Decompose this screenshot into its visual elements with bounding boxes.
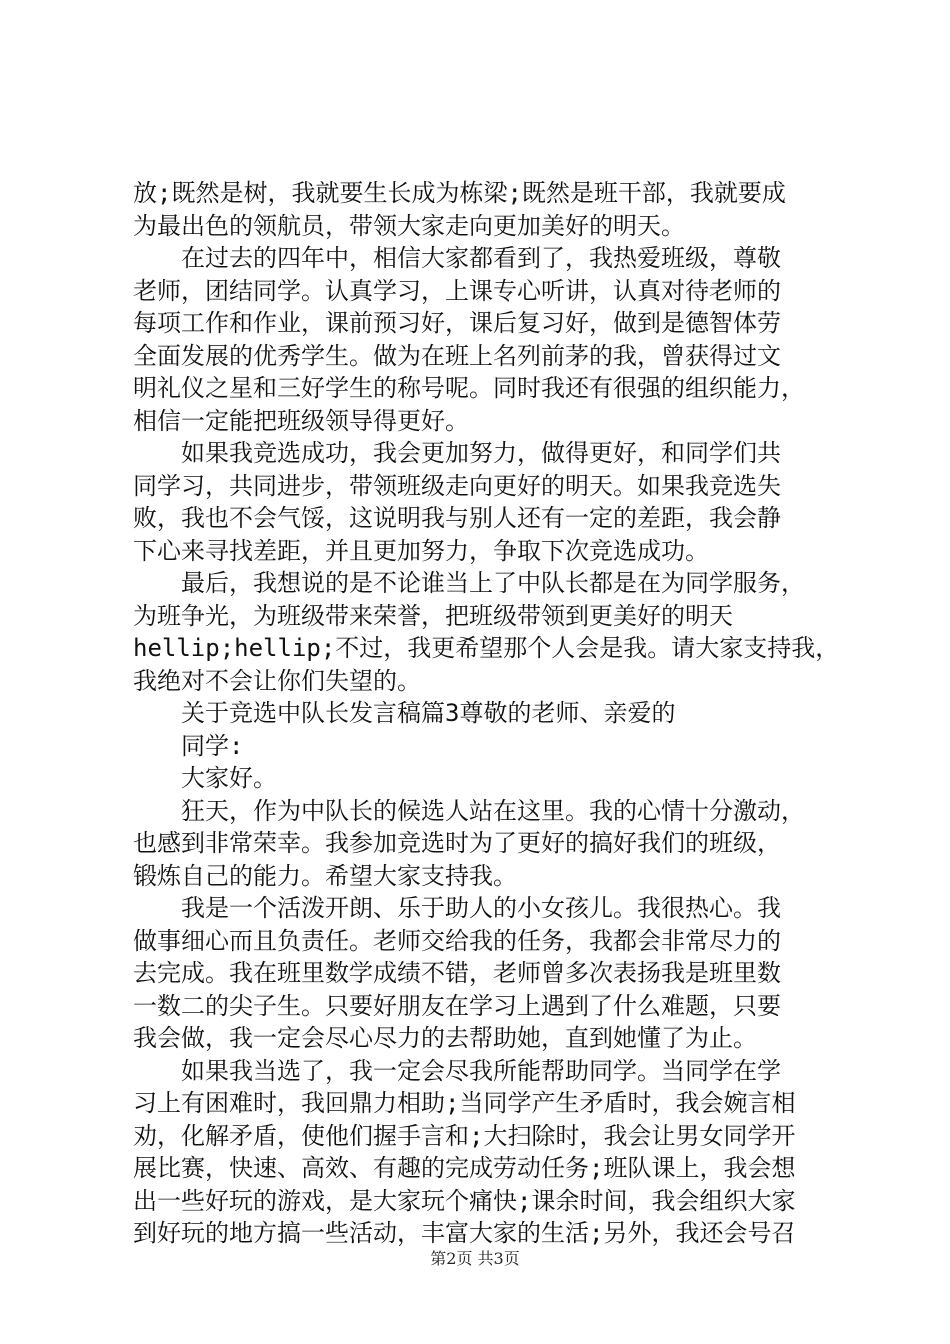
text-line: 一数二的尖子生。只要好朋友在学习上遇到了什么难题，只要 [133, 991, 781, 1020]
text-line: 同学: [181, 731, 244, 760]
text-line: 也感到非常荣幸。我参加竞选时为了更好的搞好我们的班级， [133, 829, 781, 857]
text-line: 劝，化解矛盾，使他们握手言和;大扫除时，我会让男女同学开 [133, 1121, 796, 1150]
text-line: 败，我也不会气馁，这说明我与别人还有一定的差距，我会静 [133, 504, 781, 532]
text-line: 下心来寻找差距，并且更加努力，争取下次竞选成功。 [133, 536, 709, 565]
text-line: 为最出色的领航员，带领大家走向更加美好的明天。 [133, 211, 685, 240]
text-line: 大家好。 [181, 764, 277, 792]
text-line: 在过去的四年中，相信大家都看到了，我热爱班级，尊敬 [181, 244, 781, 272]
text-line: 展比赛，快速、高效、有趣的完成劳动任务;班队课上，我会想 [133, 1154, 796, 1182]
text-line: 我是一个活泼开朗、乐于助人的小女孩儿。我很热心。我 [181, 894, 781, 922]
text-line: 做事细心而且负责任。老师交给我的任务，我都会非常尽力的 [133, 926, 781, 955]
document-body [133, 177, 843, 1250]
text-line: 老师，团结同学。认真学习，上课专心听讲，认真对待老师的 [133, 276, 781, 305]
text-line: 我会做，我一定会尽心尽力的去帮助她，直到她懂了为止。 [133, 1024, 757, 1052]
text-line: 锻炼自己的能力。希望大家支持我。 [133, 861, 517, 890]
text-line: 放;既然是树，我就要生长成为栋梁;既然是班干部，我就要成 [133, 179, 786, 207]
text-line: 最后，我想说的是不论谁当上了中队长都是在为同学服务， [181, 569, 805, 597]
text-line: 相信一定能把班级领导得更好。 [133, 406, 469, 435]
text-line: 关于竞选中队长发言稿篇3尊敬的老师、亲爱的 [181, 699, 676, 727]
text-line: 为班争光，为班级带来荣誉，把班级带领到更美好的明天 [133, 601, 733, 630]
text-line: 狂天，作为中队长的候选人站在这里。我的心情十分激动， [181, 796, 805, 825]
text-line: 如果我当选了，我一定会尽我所能帮助同学。当同学在学 [181, 1056, 781, 1085]
text-line: 明礼仪之星和三好学生的称号呢。同时我还有很强的组织能力， [133, 374, 805, 402]
text-line: 出一些好玩的游戏，是大家玩个痛快;课余时间，我会组织大家 [133, 1186, 796, 1215]
text-line: 如果我竞选成功，我会更加努力，做得更好，和同学们共 [181, 439, 781, 467]
text-line: hellip;hellip;不过，我更希望那个人会是我。请大家支持我， [133, 634, 840, 662]
text-line: 我绝对不会让你们失望的。 [133, 666, 421, 695]
text-line: 全面发展的优秀学生。做为在班上名列前茅的我，曾获得过文 [133, 341, 781, 370]
text-line: 习上有困难时，我回鼎力相助;当同学产生矛盾时，我会婉言相 [133, 1089, 796, 1117]
page-footer: 第2页 共3页 [430, 1249, 520, 1268]
text-line: 去完成。我在班里数学成绩不错，老师曾多次表扬我是班里数 [133, 959, 781, 987]
text-line: 每项工作和作业，课前预习好，课后复习好，做到是德智体劳 [133, 309, 781, 337]
text-line: 到好玩的地方搞一些活动，丰富大家的生活;另外，我还会号召 [133, 1219, 796, 1247]
text-line: 同学习，共同进步，带领班级走向更好的明天。如果我竞选失 [133, 471, 781, 500]
